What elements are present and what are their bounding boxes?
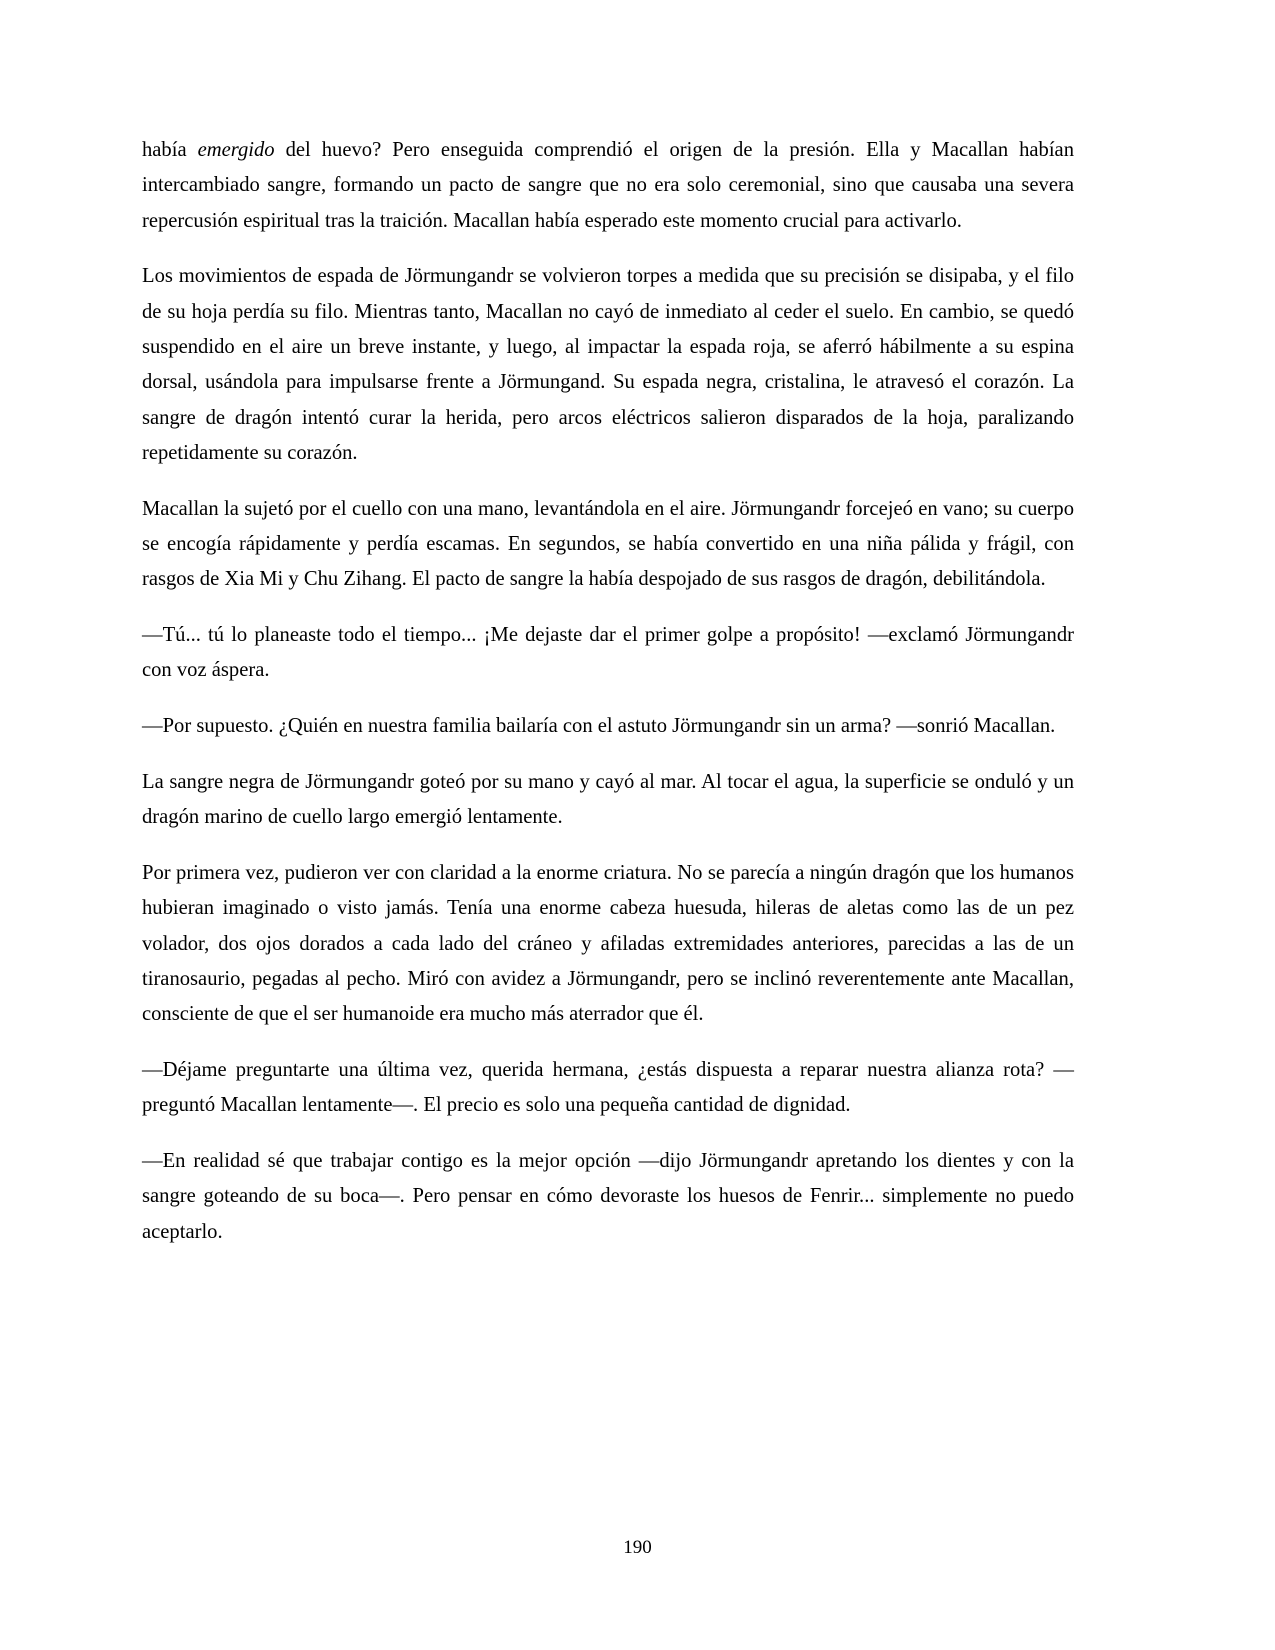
page-number: 190 bbox=[623, 1537, 652, 1558]
paragraph-6: La sangre negra de Jörmungandr goteó por su mano y cayó al mar. Al tocar el agua, la superficie se onduló y un dragón marino de cuello largo emergió lentamente. bbox=[142, 770, 1074, 829]
paragraph-7: Por primera vez, pudieron ver con claridad a la enorme criatura. No se parecía a ningún dragón que los humanos hubieran imaginado o visto jamás. Tenía una enorme cabeza huesuda, hileras de aletas como las de un pez volador, dos ojos dorados a cada lado del cráneo y afiladas extremidades anteriores, parecidas a las de un tiranosaurio, pegadas al pecho. Miró con avidez a Jörmungandr, pero se inclinó reverentemente ante Macallan, consciente de que el ser humanoide era mucho más aterrador que él. bbox=[142, 862, 1074, 1026]
body-text-column bbox=[142, 133, 1074, 1250]
paragraph-1-segment-3: del huevo? Pero enseguida comprendió el origen de la presión. Ella y Macallan habían intercambiado sangre, formando un pacto de sangre que no era solo ceremonial, sino que causaba una severa repercusión espiritual tras la traición. Macallan había esperado este momento crucial para activarlo. bbox=[142, 139, 1074, 232]
paragraph-1-segment-1: había bbox=[142, 139, 198, 161]
paragraph-5-dialogue: —Por supuesto. ¿Quién en nuestra familia bailaría con el astuto Jörmungandr sin un arma? —sonrió Macallan. bbox=[142, 715, 1056, 738]
paragraph-9-dialogue: —En realidad sé que trabajar contigo es la mejor opción —dijo Jörmungandr apretando los dientes y con la sangre goteando de su boca—. Pero pensar en cómo devoraste los huesos de Fenrir... simplemente no puedo aceptarlo. bbox=[142, 1150, 1074, 1243]
paragraph-2: Los movimientos de espada de Jörmungandr se volvieron torpes a medida que su precisión se disipaba, y el filo de su hoja perdía su filo. Mientras tanto, Macallan no cayó de inmediato al ceder el suelo. En cambio, se quedó suspendido en el aire un breve instante, y luego, al impactar la espada roja, se aferró hábilmente a su espina dorsal, usándola para impulsarse frente a Jörmungand. Su espada negra, cristalina, le atravesó el corazón. La sangre de dragón intentó curar la herida, pero arcos eléctricos salieron disparados de la hoja, paralizando repetidamente su corazón. bbox=[142, 265, 1074, 464]
paragraph-1 bbox=[142, 133, 1074, 239]
paragraph-3: Macallan la sujetó por el cuello con una mano, levantándola en el aire. Jörmungandr forcejeó en vano; su cuerpo se encogía rápidamente y perdía escamas. En segundos, se había convertido en una niña pálida y frágil, con rasgos de Xia Mi y Chu Zihang. El pacto de sangre la había despojado de sus rasgos de dragón, debilitándola. bbox=[142, 497, 1074, 591]
paragraph-8-dialogue: —Déjame preguntarte una última vez, querida hermana, ¿estás dispuesta a reparar nuestra alianza rota? —preguntó Macallan lentamente—. El precio es solo una pequeña cantidad de dignidad. bbox=[142, 1059, 1074, 1117]
emphasis-emergido: emergido bbox=[197, 139, 275, 161]
paragraph-4-dialogue: —Tú... tú lo planeaste todo el tiempo... ¡Me dejaste dar el primer golpe a propósito! —exclamó Jörmungandr con voz áspera. bbox=[142, 624, 1074, 682]
